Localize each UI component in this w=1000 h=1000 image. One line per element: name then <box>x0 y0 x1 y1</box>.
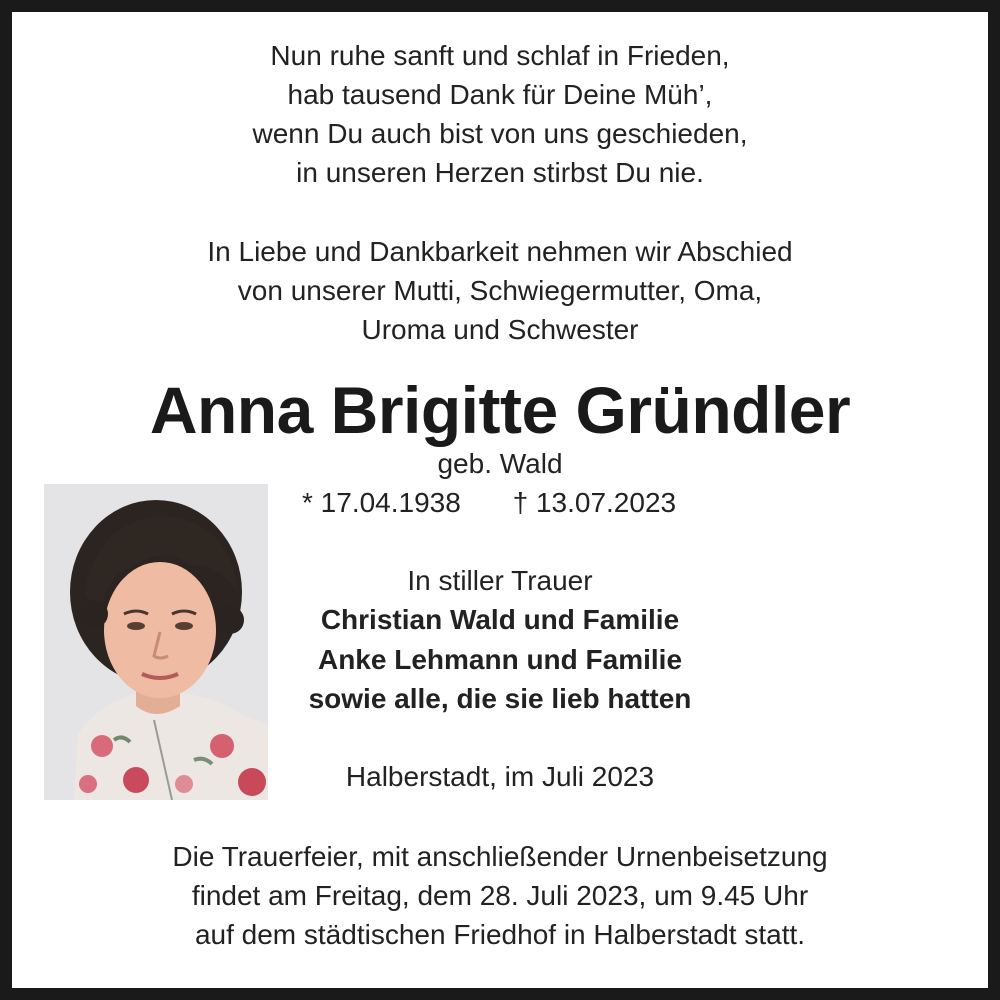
ceremony-line: auf dem städtischen Friedhof in Halberstadt statt. <box>194 919 806 950</box>
life-dates <box>302 487 722 519</box>
portrait-photo <box>44 484 268 800</box>
mourner-name: Anke Lehmann und Familie <box>317 644 683 675</box>
mourner-name: sowie alle, die sie lieb hatten <box>308 683 692 714</box>
intro-line: In Liebe und Dankbarkeit nehmen wir Abschied <box>207 236 793 267</box>
ceremony-line: Die Trauerfeier, mit anschließender Urnenbeisetzung <box>172 841 828 872</box>
intro-line: Uroma und Schwester <box>361 314 639 345</box>
poem-line: wenn Du auch bist von uns geschieden, <box>252 118 748 149</box>
poem-line: Nun ruhe sanft und schlaf in Frieden, <box>270 40 730 71</box>
place-date: Halberstadt, im Juli 2023 <box>345 761 655 792</box>
deceased-name: Anna Brigitte Gründler <box>149 373 851 447</box>
intro-line: von unserer Mutti, Schwiegermutter, Oma, <box>237 275 763 306</box>
mourners-heading: In stiller Trauer <box>407 565 593 596</box>
poem-line: hab tausend Dank für Deine Müh’, <box>287 79 713 110</box>
birth-name: geb. Wald <box>437 448 563 479</box>
ceremony-line: findet am Freitag, dem 28. Juli 2023, um 9.45 Uhr <box>191 880 809 911</box>
mourner-name: Christian Wald und Familie <box>320 604 680 635</box>
death-date: † 13.07.2023 <box>512 487 677 518</box>
birth-date: * 17.04.1938 <box>302 487 461 518</box>
poem-line: in unseren Herzen stirbst Du nie. <box>296 157 704 188</box>
obituary-notice <box>12 12 988 988</box>
